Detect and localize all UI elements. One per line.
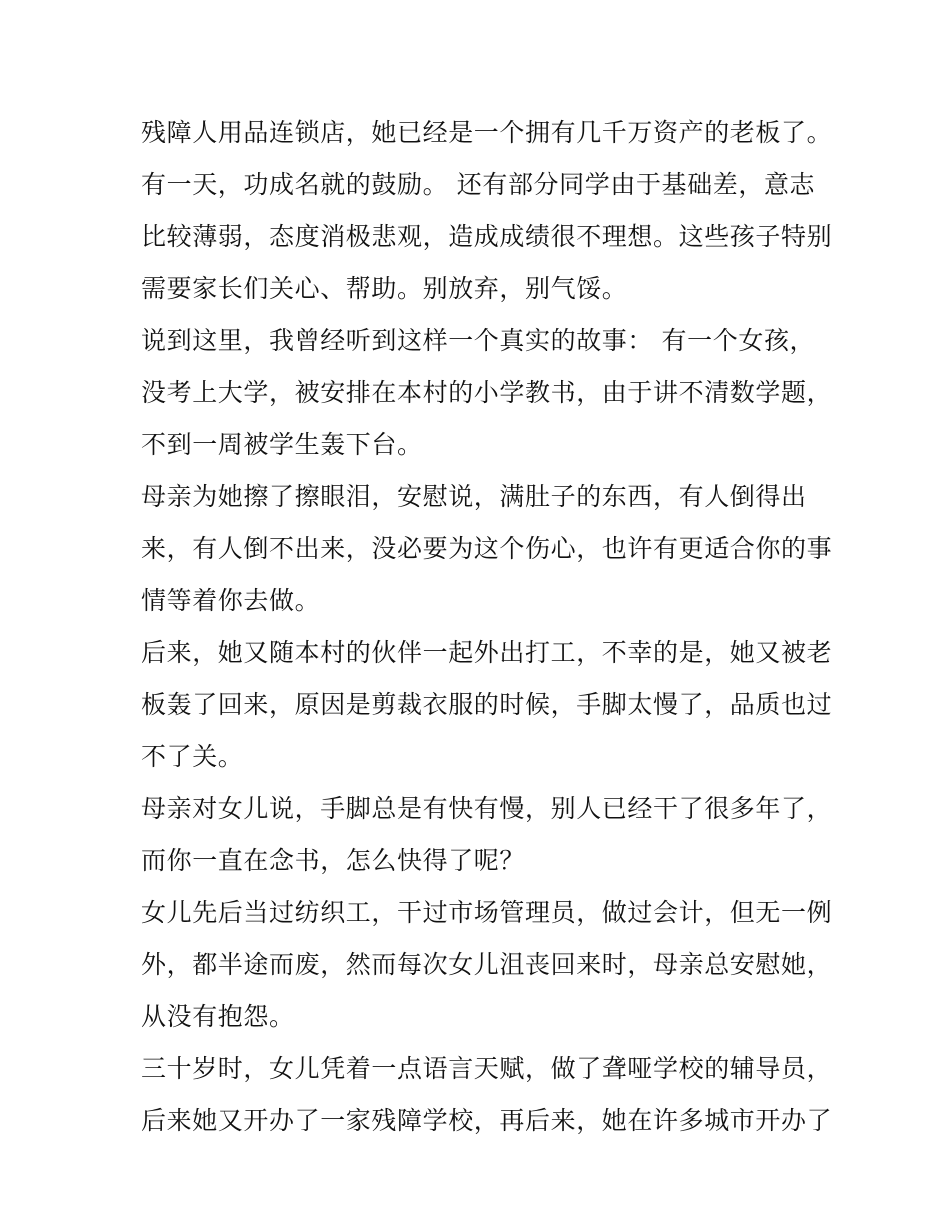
text-line: 母亲为她擦了擦眼泪，安慰说，满肚子的东西，有人倒得出 (141, 482, 807, 511)
text-line: 不了关。 (141, 742, 244, 771)
paragraph (141, 783, 831, 887)
paragraph (141, 627, 831, 783)
text-line: 母亲对女儿说，手脚总是有快有慢，别人已经干了很多年了， (141, 794, 833, 823)
text-line: 从没有抱怨。 (141, 1002, 295, 1031)
text-line: 不到一周被学生轰下台。 (141, 430, 423, 459)
text-line: 残障人用品连锁店，她已经是一个拥有几千万资产的老板了。 (141, 118, 833, 147)
paragraph (141, 1043, 831, 1147)
paragraph (141, 107, 831, 315)
text-line: 后来她又开办了一家残障学校，再后来，她在许多城市开办了 (141, 1106, 833, 1135)
document-body (141, 107, 831, 1147)
text-line: 来，有人倒不出来，没必要为这个伤心，也许有更适合你的事 (141, 534, 833, 563)
text-line: 后来，她又随本村的伙伴一起外出打工，不幸的是，她又被老 (141, 638, 833, 667)
text-line: 说到这里，我曾经听到这样一个真实的故事： 有一个女孩， (141, 326, 816, 355)
text-line: 比较薄弱，态度消极悲观，造成成绩很不理想。这些孩子特别 (141, 222, 833, 251)
text-line: 外，都半途而废，然而每次女儿沮丧回来时，母亲总安慰她， (141, 950, 833, 979)
text-line: 女儿先后当过纺织工，干过市场管理员，做过会计，但无一例 (141, 898, 833, 927)
text-line: 板轰了回来，原因是剪裁衣服的时候，手脚太慢了，品质也过 (141, 690, 833, 719)
text-line: 而你一直在念书，怎么快得了呢？ (141, 846, 526, 875)
text-line: 有一天，功成名就的鼓励。 还有部分同学由于基础差，意志 (141, 170, 816, 199)
text-line: 需要家长们关心、帮助。别放弃，别气馁。 (141, 274, 628, 303)
text-line: 没考上大学，被安排在本村的小学教书，由于讲不清数学题， (141, 378, 833, 407)
paragraph (141, 315, 831, 471)
text-line: 情等着你去做。 (141, 586, 321, 615)
paragraph (141, 887, 831, 1043)
paragraph (141, 471, 831, 627)
text-line: 三十岁时，女儿凭着一点语言天赋，做了聋哑学校的辅导员， (141, 1054, 833, 1083)
